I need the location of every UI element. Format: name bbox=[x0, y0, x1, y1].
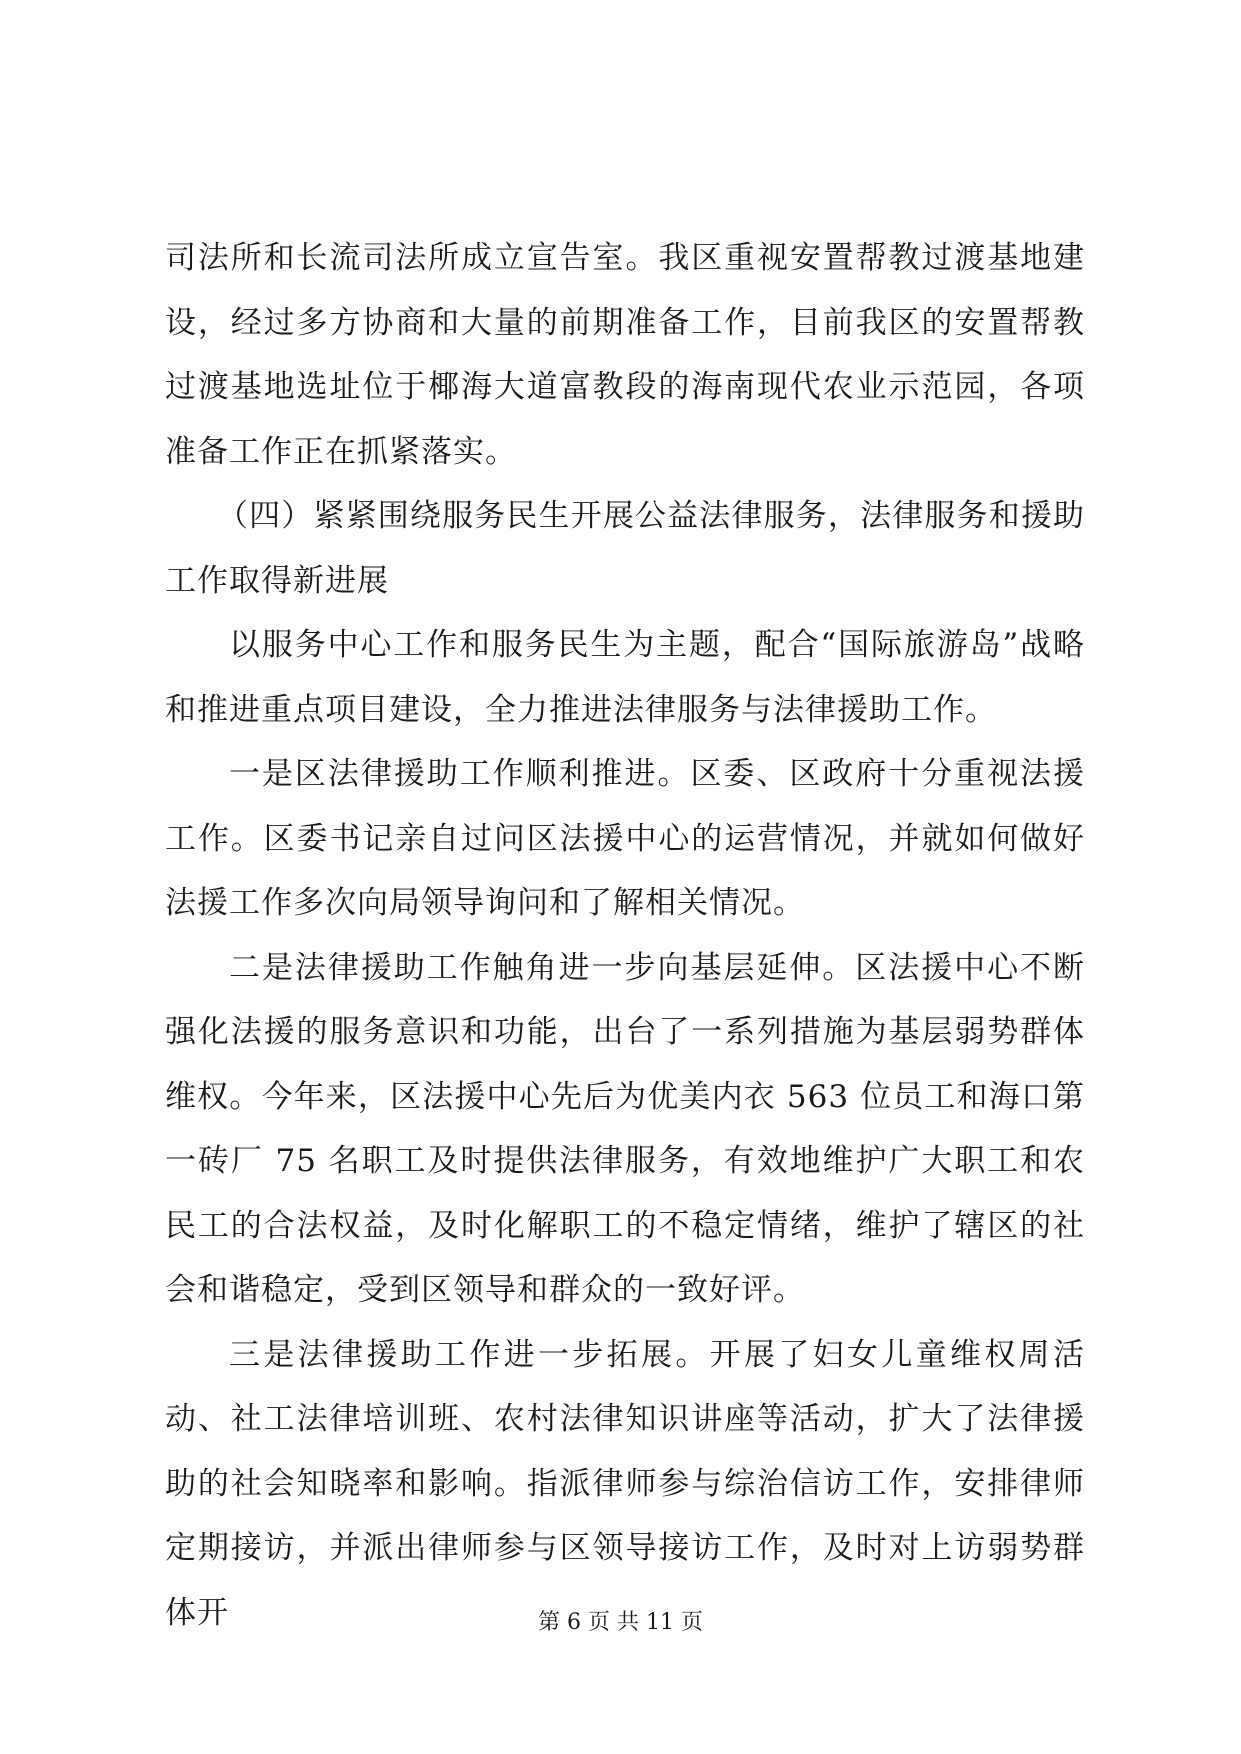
section-heading-4: （四）紧紧围绕服务民生开展公益法律服务，法律服务和援助工作取得新进展 bbox=[165, 498, 1085, 599]
document-body bbox=[165, 226, 1085, 1645]
paragraph-point-3: 三是法律援助工作进一步拓展。开展了妇女儿童维权周活动、社工法律培训班、农村法律知识讲座等活动，扩大了法律援助的社会知晓率和影响。指派律师参与综治信访工作，安排律师定期接访，并派出律师参与区领导接访工作，及时对上访弱势群体开 bbox=[165, 1336, 1085, 1631]
paragraph-point-2: 二是法律援助工作触角进一步向基层延伸。区法援中心不断强化法援的服务意识和功能，出台了一系列措施为基层弱势群体维权。今年来，区法援中心先后为优美内衣 563 位员工和海口第一砖厂 75 名职工及时提供法律服务，有效地维护广大职工和农民工的合法权益，及时化解职工的不稳定情绪，维护了辖区的社会和谐稳定，受到区领导和群众的一致好评。 bbox=[165, 949, 1085, 1308]
paragraph-theme: 以服务中心工作和服务民生为主题，配合“国际旅游岛”战略和推进重点项目建设，全力推进法律服务与法律援助工作。 bbox=[165, 627, 1085, 728]
page-footer bbox=[0, 1608, 1241, 1638]
paragraph-point-1: 一是区法律援助工作顺利推进。区委、区政府十分重视法援工作。区委书记亲自过问区法援中心的运营情况，并就如何做好法援工作多次向局领导询问和了解相关情况。 bbox=[165, 756, 1085, 921]
paragraph-continuation: 司法所和长流司法所成立宣告室。我区重视安置帮教过渡基地建设，经过多方协商和大量的前期准备工作，目前我区的安置帮教过渡基地选址位于椰海大道富教段的海南现代农业示范园，各项准备工作正在抓紧落实。 bbox=[165, 240, 1085, 470]
page-number-label: 第 6 页 共 11 页 bbox=[538, 1610, 703, 1635]
